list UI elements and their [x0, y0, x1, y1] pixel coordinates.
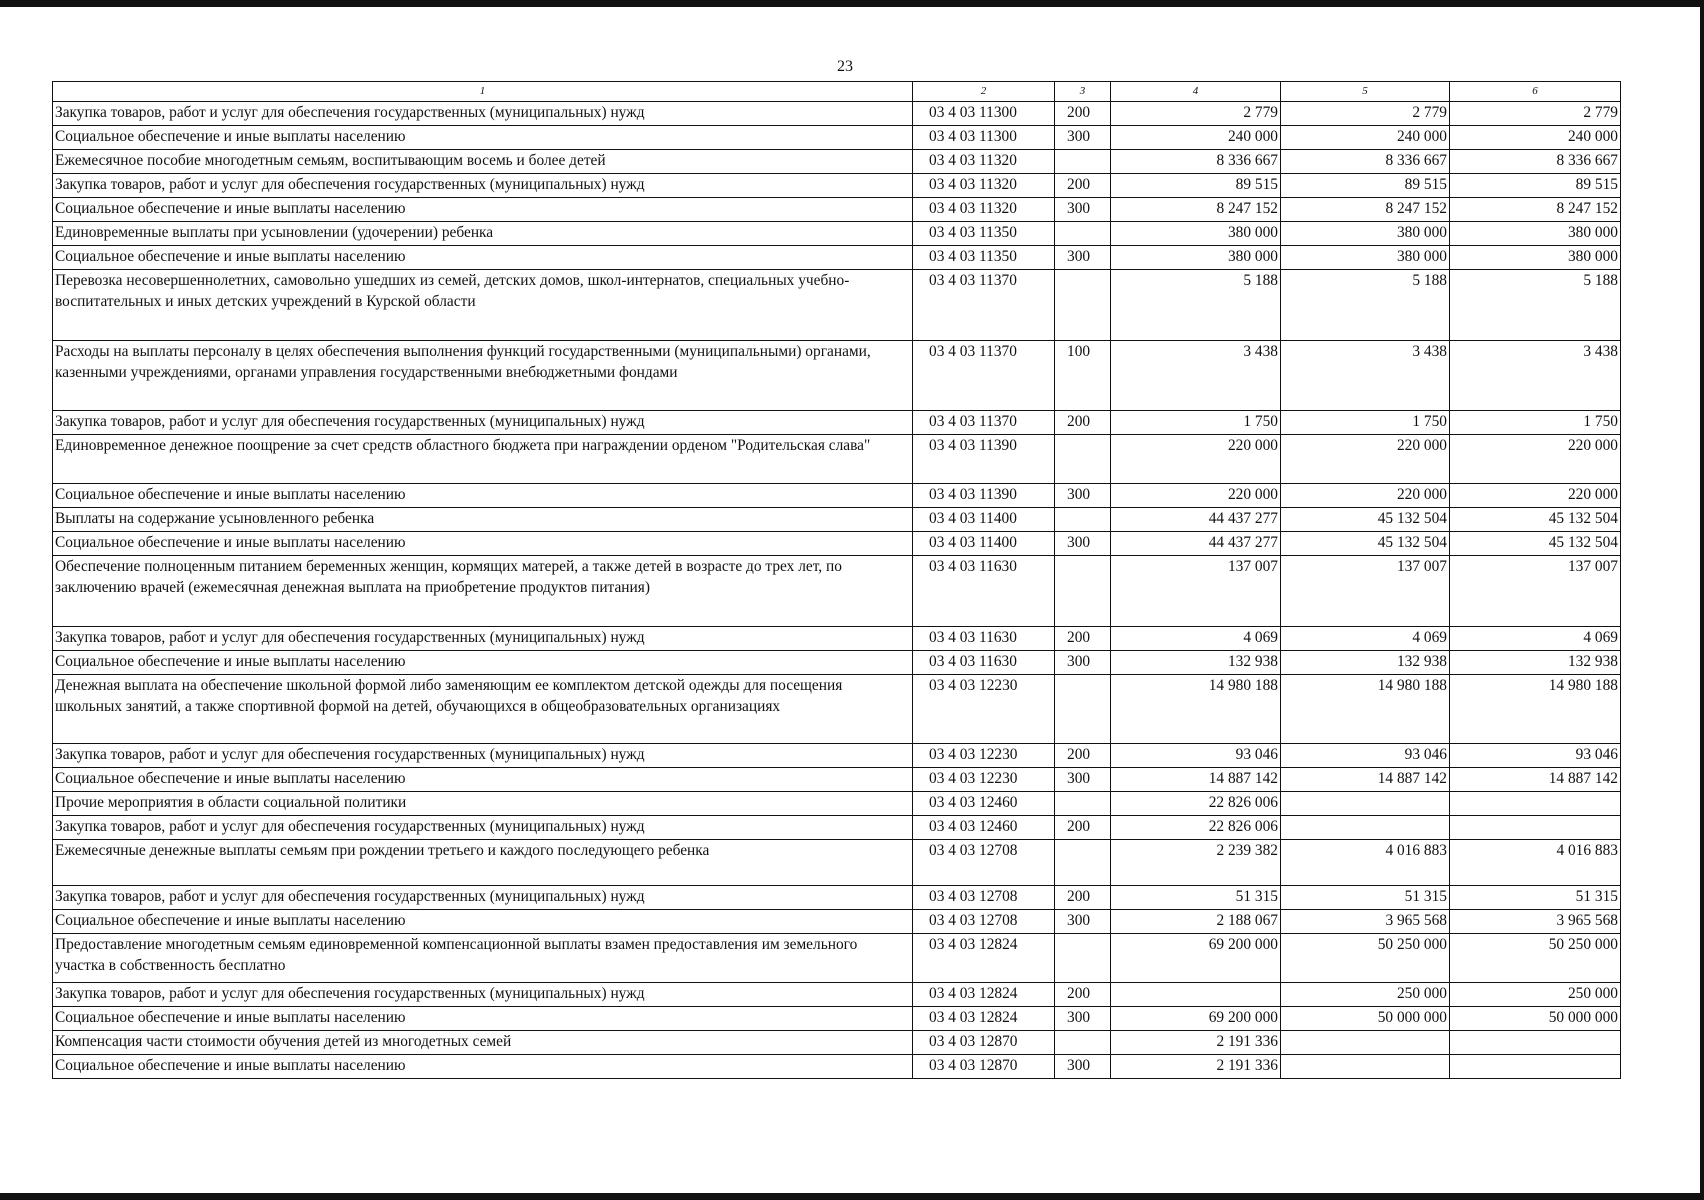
table-row: [53, 768, 1621, 792]
row-value-col5: 380 000: [1281, 222, 1450, 246]
row-value-col5: 132 938: [1281, 651, 1450, 675]
row-value-col5: 14 887 142: [1281, 768, 1450, 792]
row-expense-type: 200: [1055, 886, 1111, 910]
row-value-col4: 8 247 152: [1111, 198, 1281, 222]
row-code: 03 4 03 11630: [913, 556, 1055, 627]
row-value-col4: [1111, 983, 1281, 1007]
row-value-col4: 89 515: [1111, 174, 1281, 198]
table-row: [53, 150, 1621, 174]
header-col-1: 1: [53, 82, 913, 102]
row-value-col5: 250 000: [1281, 983, 1450, 1007]
row-value-col4: 44 437 277: [1111, 532, 1281, 556]
row-name: Обеспечение полноценным питанием беременных женщин, кормящих матерей, а также детей в возрасте до трех лет, по заключению врачей (ежемесячная денежная выплата на приобретение продуктов питания): [53, 556, 913, 627]
table-row: [53, 198, 1621, 222]
row-code: 03 4 03 12870: [913, 1055, 1055, 1079]
table-row: [53, 983, 1621, 1007]
row-expense-type: [1055, 1031, 1111, 1055]
row-expense-type: 300: [1055, 910, 1111, 934]
row-expense-type: [1055, 435, 1111, 484]
table-row: [53, 556, 1621, 627]
row-name: Социальное обеспечение и иные выплаты населению: [53, 246, 913, 270]
row-value-col6: 93 046: [1450, 744, 1621, 768]
scan-bottom-border: [0, 1193, 1704, 1200]
row-name: Единовременные выплаты при усыновлении (удочерении) ребенка: [53, 222, 913, 246]
row-value-col5: [1281, 1031, 1450, 1055]
row-value-col5: 8 336 667: [1281, 150, 1450, 174]
row-expense-type: 300: [1055, 651, 1111, 675]
row-value-col5: 3 438: [1281, 341, 1450, 411]
row-code: 03 4 03 11350: [913, 222, 1055, 246]
row-value-col4: 69 200 000: [1111, 1007, 1281, 1031]
table-row: [53, 341, 1621, 411]
row-value-col6: 250 000: [1450, 983, 1621, 1007]
row-name: Предоставление многодетным семьям единовременной компенсационной выплаты взамен предоставления им земельного участка в собственность бесплатно: [53, 934, 913, 983]
row-value-col4: 93 046: [1111, 744, 1281, 768]
row-expense-type: 100: [1055, 341, 1111, 411]
table-row: [53, 222, 1621, 246]
row-value-col4: 5 188: [1111, 270, 1281, 341]
row-value-col4: 380 000: [1111, 222, 1281, 246]
header-col-6: 6: [1450, 82, 1621, 102]
table-row: [53, 126, 1621, 150]
row-value-col4: 132 938: [1111, 651, 1281, 675]
row-value-col6: 8 247 152: [1450, 198, 1621, 222]
row-value-col5: [1281, 1055, 1450, 1079]
row-code: 03 4 03 12460: [913, 792, 1055, 816]
table-row: [53, 934, 1621, 983]
row-name: Закупка товаров, работ и услуг для обеспечения государственных (муниципальных) нужд: [53, 816, 913, 840]
row-value-col6: 89 515: [1450, 174, 1621, 198]
scan-top-border: [0, 0, 1704, 7]
row-code: 03 4 03 11630: [913, 627, 1055, 651]
row-expense-type: [1055, 222, 1111, 246]
row-expense-type: [1055, 270, 1111, 341]
row-expense-type: 200: [1055, 816, 1111, 840]
row-expense-type: 200: [1055, 102, 1111, 126]
table-row: [53, 816, 1621, 840]
row-code: 03 4 03 12708: [913, 840, 1055, 886]
row-value-col6: 14 887 142: [1450, 768, 1621, 792]
row-code: 03 4 03 11370: [913, 270, 1055, 341]
row-value-col6: 3 965 568: [1450, 910, 1621, 934]
row-name: Ежемесячное пособие многодетным семьям, воспитывающим восемь и более детей: [53, 150, 913, 174]
row-value-col6: 380 000: [1450, 222, 1621, 246]
row-code: 03 4 03 11400: [913, 508, 1055, 532]
row-name: Социальное обеспечение и иные выплаты населению: [53, 910, 913, 934]
row-value-col4: 220 000: [1111, 484, 1281, 508]
row-code: 03 4 03 11630: [913, 651, 1055, 675]
table-row: [53, 651, 1621, 675]
row-value-col5: 2 779: [1281, 102, 1450, 126]
row-value-col4: 2 191 336: [1111, 1031, 1281, 1055]
row-name: Прочие мероприятия в области социальной политики: [53, 792, 913, 816]
row-value-col5: [1281, 792, 1450, 816]
row-code: 03 4 03 12460: [913, 816, 1055, 840]
row-code: 03 4 03 11320: [913, 198, 1055, 222]
row-value-col5: 51 315: [1281, 886, 1450, 910]
row-name: Социальное обеспечение и иные выплаты населению: [53, 126, 913, 150]
row-value-col5: 1 750: [1281, 411, 1450, 435]
row-value-col6: 4 016 883: [1450, 840, 1621, 886]
row-name: Социальное обеспечение и иные выплаты населению: [53, 768, 913, 792]
row-expense-type: [1055, 934, 1111, 983]
table-row: [53, 435, 1621, 484]
row-value-col6: 380 000: [1450, 246, 1621, 270]
row-value-col5: 50 000 000: [1281, 1007, 1450, 1031]
row-expense-type: 300: [1055, 768, 1111, 792]
table-row: [53, 102, 1621, 126]
row-name: Социальное обеспечение и иные выплаты населению: [53, 198, 913, 222]
header-col-2: 2: [913, 82, 1055, 102]
row-name: Закупка товаров, работ и услуг для обеспечения государственных (муниципальных) нужд: [53, 627, 913, 651]
row-value-col6: [1450, 1055, 1621, 1079]
table-row: [53, 627, 1621, 651]
table-row: [53, 532, 1621, 556]
table-row: [53, 792, 1621, 816]
row-value-col6: 132 938: [1450, 651, 1621, 675]
row-value-col6: 220 000: [1450, 435, 1621, 484]
row-value-col4: 240 000: [1111, 126, 1281, 150]
table-row: [53, 840, 1621, 886]
row-value-col5: 220 000: [1281, 435, 1450, 484]
row-value-col5: 45 132 504: [1281, 532, 1450, 556]
row-value-col4: 2 191 336: [1111, 1055, 1281, 1079]
row-expense-type: 300: [1055, 1055, 1111, 1079]
table-row: [53, 1007, 1621, 1031]
header-col-3: 3: [1055, 82, 1111, 102]
row-name: Закупка товаров, работ и услуг для обеспечения государственных (муниципальных) нужд: [53, 102, 913, 126]
row-value-col5: 240 000: [1281, 126, 1450, 150]
row-code: 03 4 03 11350: [913, 246, 1055, 270]
row-name: Закупка товаров, работ и услуг для обеспечения государственных (муниципальных) нужд: [53, 411, 913, 435]
row-code: 03 4 03 11370: [913, 411, 1055, 435]
row-value-col6: [1450, 1031, 1621, 1055]
row-expense-type: 300: [1055, 246, 1111, 270]
header-col-5: 5: [1281, 82, 1450, 102]
row-value-col4: 380 000: [1111, 246, 1281, 270]
row-expense-type: 200: [1055, 411, 1111, 435]
row-value-col6: 45 132 504: [1450, 532, 1621, 556]
row-expense-type: [1055, 675, 1111, 744]
row-value-col4: 2 779: [1111, 102, 1281, 126]
row-value-col5: 14 980 188: [1281, 675, 1450, 744]
row-code: 03 4 03 11370: [913, 341, 1055, 411]
table-row: [53, 1031, 1621, 1055]
row-value-col6: 51 315: [1450, 886, 1621, 910]
row-expense-type: [1055, 840, 1111, 886]
row-code: 03 4 03 11390: [913, 435, 1055, 484]
row-expense-type: [1055, 792, 1111, 816]
row-value-col5: 3 965 568: [1281, 910, 1450, 934]
row-name: Закупка товаров, работ и услуг для обеспечения государственных (муниципальных) нужд: [53, 744, 913, 768]
row-value-col5: 45 132 504: [1281, 508, 1450, 532]
row-value-col4: 2 239 382: [1111, 840, 1281, 886]
row-value-col6: 2 779: [1450, 102, 1621, 126]
row-expense-type: 300: [1055, 1007, 1111, 1031]
row-name: Закупка товаров, работ и услуг для обеспечения государственных (муниципальных) нужд: [53, 174, 913, 198]
table-row: [53, 886, 1621, 910]
row-expense-type: 200: [1055, 744, 1111, 768]
row-expense-type: 300: [1055, 126, 1111, 150]
row-name: Закупка товаров, работ и услуг для обеспечения государственных (муниципальных) нужд: [53, 983, 913, 1007]
row-value-col5: 8 247 152: [1281, 198, 1450, 222]
row-value-col4: 51 315: [1111, 886, 1281, 910]
row-name: Расходы на выплаты персоналу в целях обеспечения выполнения функций государственными (муниципальными) органами, казенными учреждениями, органами управления государственными внебюджетными фондами: [53, 341, 913, 411]
header-row: [53, 82, 1621, 102]
row-value-col6: 8 336 667: [1450, 150, 1621, 174]
row-code: 03 4 03 12824: [913, 934, 1055, 983]
row-value-col5: 4 016 883: [1281, 840, 1450, 886]
budget-table: [52, 81, 1621, 1079]
row-value-col5: 5 188: [1281, 270, 1450, 341]
row-name: Социальное обеспечение и иные выплаты населению: [53, 1055, 913, 1079]
row-name: Перевозка несовершеннолетних, самовольно ушедших из семей, детских домов, школ-интернатов, специальных учебно-воспитательных и иных детских учреждений в Курской области: [53, 270, 913, 341]
row-name: Ежемесячные денежные выплаты семьям при рождении третьего и каждого последующего ребенка: [53, 840, 913, 886]
row-name: Закупка товаров, работ и услуг для обеспечения государственных (муниципальных) нужд: [53, 886, 913, 910]
row-code: 03 4 03 12230: [913, 768, 1055, 792]
row-expense-type: 200: [1055, 174, 1111, 198]
scan-right-border: [1700, 0, 1704, 1200]
row-name: Социальное обеспечение и иные выплаты населению: [53, 651, 913, 675]
row-value-col4: 3 438: [1111, 341, 1281, 411]
row-value-col5: 4 069: [1281, 627, 1450, 651]
row-value-col4: 1 750: [1111, 411, 1281, 435]
table-row: [53, 744, 1621, 768]
row-value-col6: 3 438: [1450, 341, 1621, 411]
row-name: Единовременное денежное поощрение за счет средств областного бюджета при награждении орденом "Родительская слава": [53, 435, 913, 484]
row-code: 03 4 03 11320: [913, 150, 1055, 174]
row-expense-type: 200: [1055, 983, 1111, 1007]
row-code: 03 4 03 11300: [913, 126, 1055, 150]
table-row: [53, 174, 1621, 198]
row-name: Денежная выплата на обеспечение школьной формой либо заменяющим ее комплектом детской одежды для посещения школьных занятий, а также спортивной формой на детей, обучающихся в общеобразовательных организациях: [53, 675, 913, 744]
row-value-col5: 89 515: [1281, 174, 1450, 198]
row-name: Выплаты на содержание усыновленного ребенка: [53, 508, 913, 532]
row-value-col6: 240 000: [1450, 126, 1621, 150]
row-value-col6: 5 188: [1450, 270, 1621, 341]
row-code: 03 4 03 11400: [913, 532, 1055, 556]
row-value-col5: 50 250 000: [1281, 934, 1450, 983]
row-value-col6: 14 980 188: [1450, 675, 1621, 744]
row-value-col6: 1 750: [1450, 411, 1621, 435]
row-value-col6: 4 069: [1450, 627, 1621, 651]
table-row: [53, 1055, 1621, 1079]
row-value-col5: 380 000: [1281, 246, 1450, 270]
row-code: 03 4 03 12708: [913, 886, 1055, 910]
row-expense-type: 300: [1055, 198, 1111, 222]
row-value-col4: 220 000: [1111, 435, 1281, 484]
row-value-col6: 137 007: [1450, 556, 1621, 627]
table-row: [53, 508, 1621, 532]
table-row: [53, 675, 1621, 744]
table-row: [53, 270, 1621, 341]
row-value-col4: 14 887 142: [1111, 768, 1281, 792]
row-code: 03 4 03 12824: [913, 1007, 1055, 1031]
row-expense-type: 200: [1055, 627, 1111, 651]
row-expense-type: [1055, 508, 1111, 532]
row-value-col5: [1281, 816, 1450, 840]
row-expense-type: [1055, 150, 1111, 174]
row-value-col4: 2 188 067: [1111, 910, 1281, 934]
row-value-col4: 137 007: [1111, 556, 1281, 627]
row-value-col6: 220 000: [1450, 484, 1621, 508]
row-code: 03 4 03 12230: [913, 744, 1055, 768]
row-value-col6: [1450, 792, 1621, 816]
row-value-col5: 137 007: [1281, 556, 1450, 627]
row-expense-type: 300: [1055, 484, 1111, 508]
row-code: 03 4 03 12230: [913, 675, 1055, 744]
row-name: Компенсация части стоимости обучения детей из многодетных семей: [53, 1031, 913, 1055]
page-number: 23: [837, 58, 853, 75]
row-value-col4: 22 826 006: [1111, 792, 1281, 816]
row-value-col6: 45 132 504: [1450, 508, 1621, 532]
table-row: [53, 484, 1621, 508]
header-col-4: 4: [1111, 82, 1281, 102]
table-row: [53, 910, 1621, 934]
row-code: 03 4 03 11300: [913, 102, 1055, 126]
row-name: Социальное обеспечение и иные выплаты населению: [53, 484, 913, 508]
row-value-col4: 14 980 188: [1111, 675, 1281, 744]
row-name: Социальное обеспечение и иные выплаты населению: [53, 1007, 913, 1031]
row-value-col6: 50 250 000: [1450, 934, 1621, 983]
row-value-col5: 93 046: [1281, 744, 1450, 768]
row-code: 03 4 03 11320: [913, 174, 1055, 198]
row-value-col6: [1450, 816, 1621, 840]
row-value-col5: 220 000: [1281, 484, 1450, 508]
row-code: 03 4 03 12708: [913, 910, 1055, 934]
row-value-col4: 22 826 006: [1111, 816, 1281, 840]
table-row: [53, 246, 1621, 270]
row-value-col4: 44 437 277: [1111, 508, 1281, 532]
row-code: 03 4 03 12824: [913, 983, 1055, 1007]
row-value-col4: 4 069: [1111, 627, 1281, 651]
row-value-col4: 69 200 000: [1111, 934, 1281, 983]
row-code: 03 4 03 12870: [913, 1031, 1055, 1055]
row-value-col6: 50 000 000: [1450, 1007, 1621, 1031]
table-row: [53, 411, 1621, 435]
row-name: Социальное обеспечение и иные выплаты населению: [53, 532, 913, 556]
row-value-col4: 8 336 667: [1111, 150, 1281, 174]
row-expense-type: 300: [1055, 532, 1111, 556]
row-expense-type: [1055, 556, 1111, 627]
row-code: 03 4 03 11390: [913, 484, 1055, 508]
